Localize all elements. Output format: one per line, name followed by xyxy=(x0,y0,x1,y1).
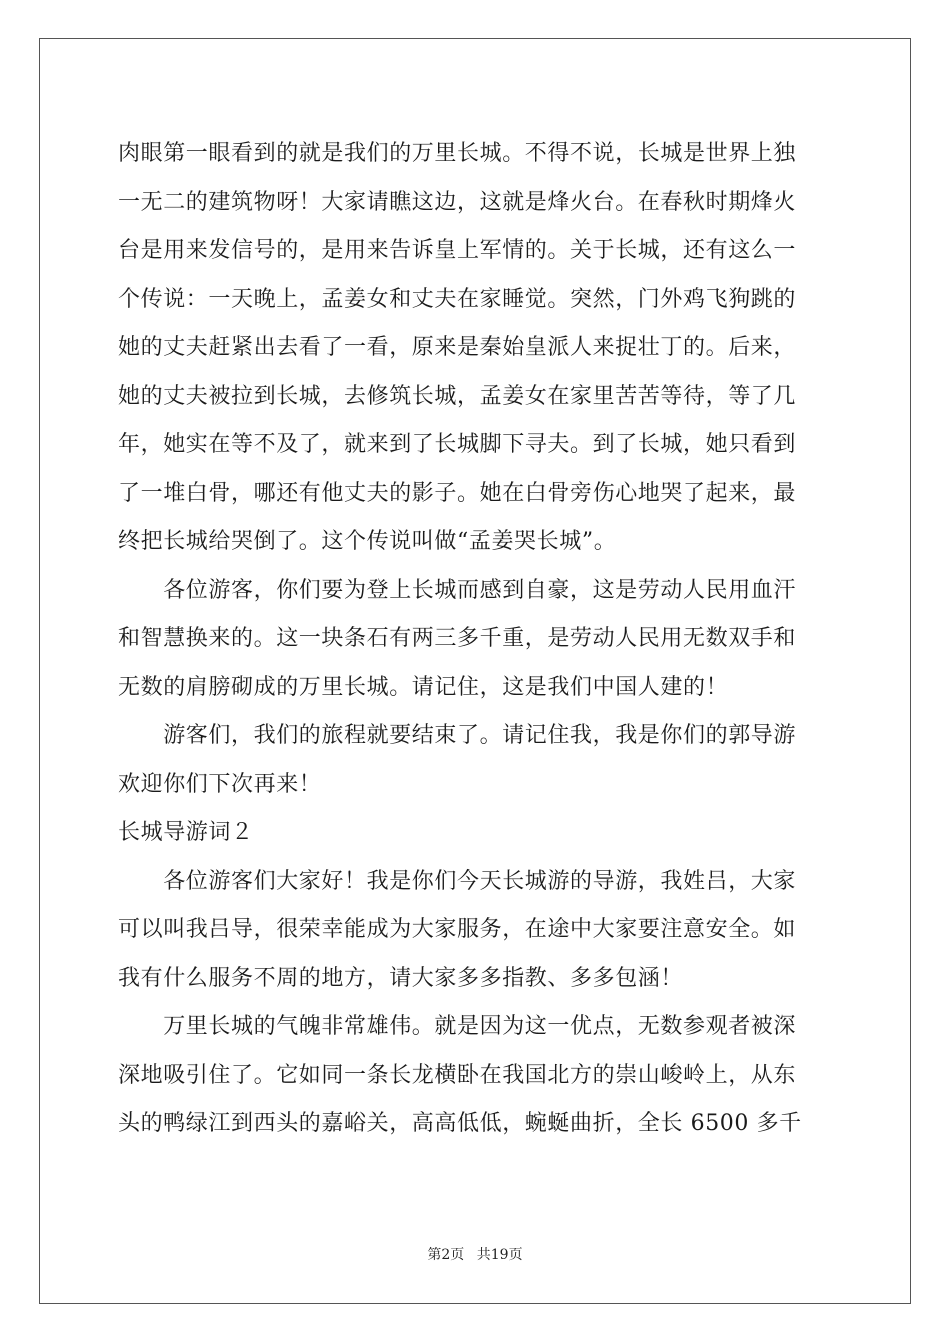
text-line: 各位游客们大家好！我是你们今天长城游的导游，我姓吕，大家 xyxy=(118,868,797,894)
text-line: 了一堆白骨，哪还有他丈夫的影子。她在白骨旁伤心地哭了起来，最 xyxy=(118,480,797,506)
text-line: 万里长城的气魄非常雄伟。就是因为这一优点，无数参观者被深 xyxy=(118,1014,797,1039)
text-line: 头的鸭绿江到西头的嘉峪关，高高低低，蜿蜒曲折，全长 6500 多千 xyxy=(118,1111,802,1136)
text-line: 终把长城给哭倒了。这个传说叫做“孟姜哭长城”。 xyxy=(118,529,617,554)
text-line: 年，她实在等不及了，就来到了长城脚下寻夫。到了长城，她只看到 xyxy=(118,432,797,457)
text-line: 可以叫我吕导，很荣幸能成为大家服务，在途中大家要注意安全。如 xyxy=(118,917,797,942)
page-number: 第2页 xyxy=(427,1247,465,1263)
text-line: 肉眼第一眼看到的就是我们的万里长城。不得不说，长城是世界上独 xyxy=(118,141,797,166)
section-heading: 长城导游词２ xyxy=(118,820,254,845)
page-total: 共19页 xyxy=(476,1247,523,1263)
text-line: 深地吸引住了。它如同一条长龙横卧在我国北方的崇山峻岭上，从东 xyxy=(118,1062,797,1088)
document-body xyxy=(118,130,838,1149)
text-line: 个传说：一天晚上，孟姜女和丈夫在家睡觉。突然，门外鸡飞狗跳的 xyxy=(118,286,797,312)
text-line: 她的丈夫赶紧出去看了一看，原来是秦始皇派人来捉壮丁的。后来， xyxy=(118,335,797,360)
text-line: 游客们，我们的旅程就要结束了。请记住我，我是你们的郭导游 xyxy=(118,723,797,748)
text-line: 台是用来发信号的，是用来告诉皇上军情的。关于长城，还有这么一 xyxy=(118,238,797,263)
text-line: 我有什么服务不周的地方，请大家多多指教、多多包涵！ xyxy=(118,965,684,991)
text-line: 她的丈夫被拉到长城，去修筑长城，孟姜女在家里苦苦等待，等了几 xyxy=(118,383,797,409)
text-line: 各位游客，你们要为登上长城而感到自豪，这是劳动人民用血汗 xyxy=(118,577,797,603)
text-line: 欢迎你们下次再来！ xyxy=(118,771,322,797)
page-footer xyxy=(0,1244,950,1264)
text-line: 无数的肩膀砌成的万里长城。请记住，这是我们中国人建的！ xyxy=(118,674,729,700)
text-line: 和智慧换来的。这一块条石有两三多千重，是劳动人民用无数双手和 xyxy=(118,626,797,651)
text-line: 一无二的建筑物呀！大家请瞧这边，这就是烽火台。在春秋时期烽火 xyxy=(118,189,797,215)
